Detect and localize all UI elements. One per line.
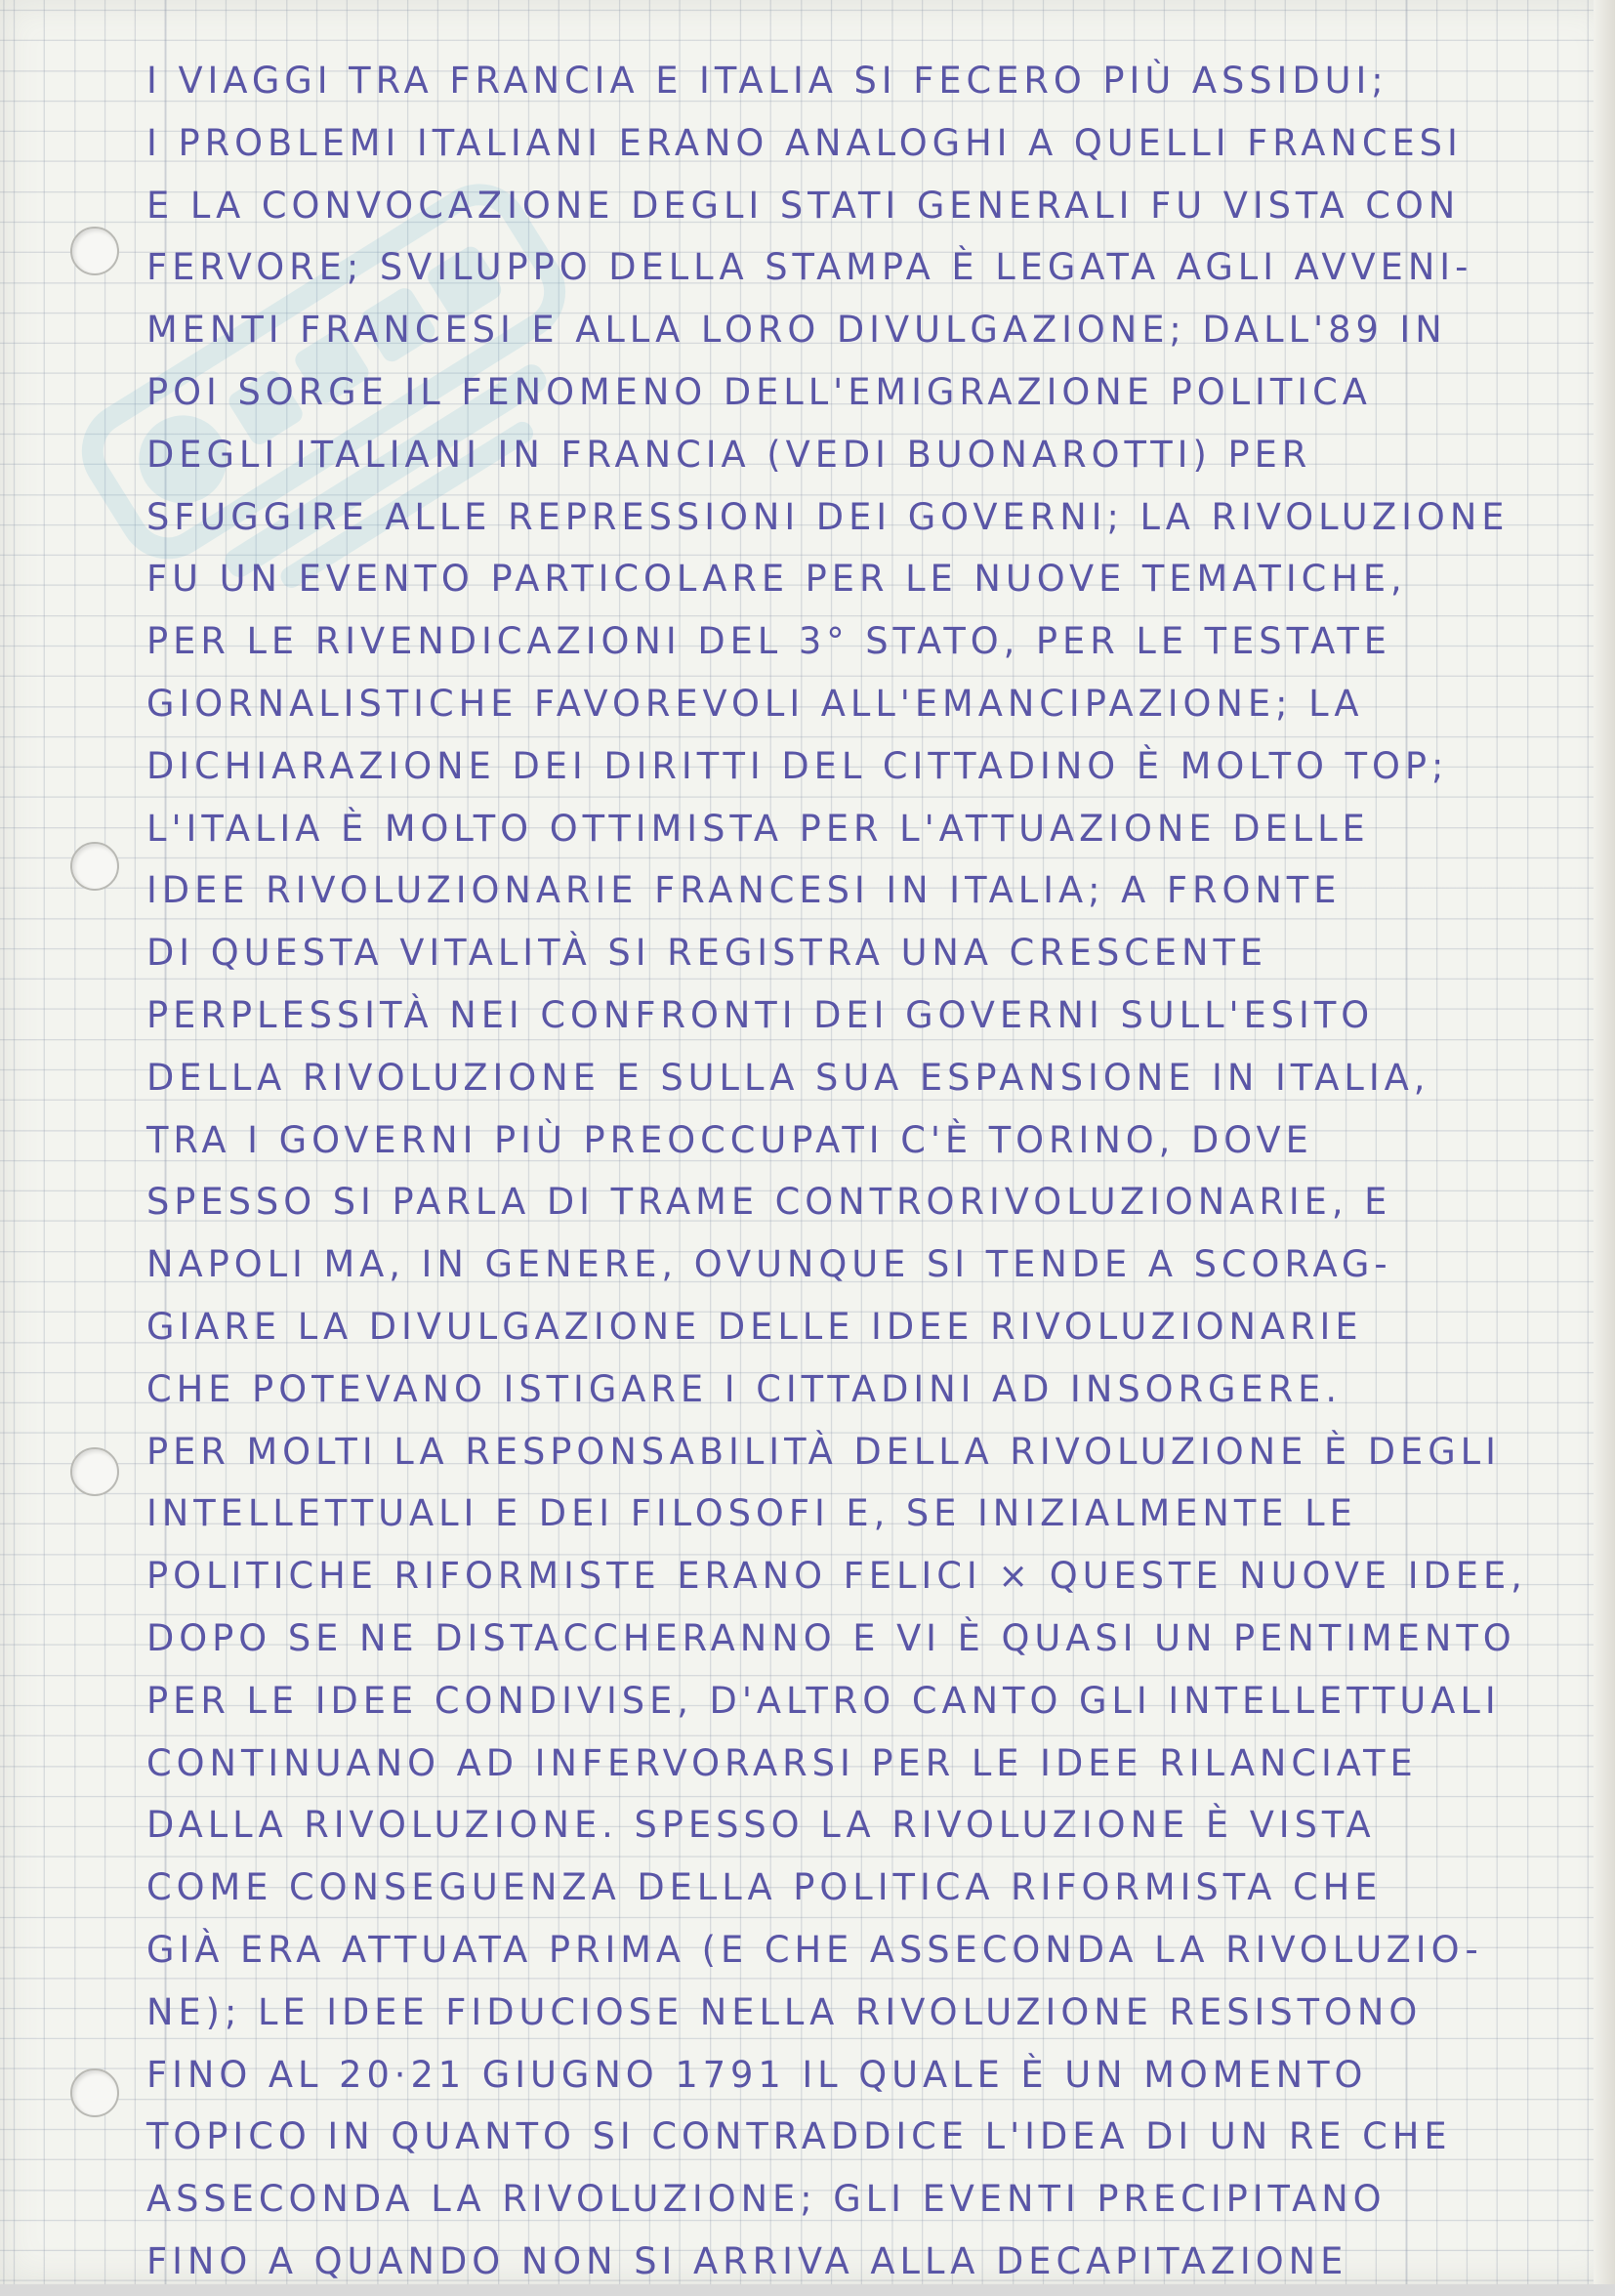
text-line: COME CONSEGUENZA DELLA POLITICA RIFORMISTA CHE <box>146 1866 1383 1909</box>
punch-hole <box>70 1447 119 1496</box>
text-line: DELLA RIVOLUZIONE E SULLA SUA ESPANSIONE IN ITALIA, <box>146 1056 1430 1099</box>
text-line: FU UN EVENTO PARTICOLARE PER LE NUOVE TEMATICHE, <box>146 558 1407 601</box>
text-line: IDEE RIVOLUZIONARIE FRANCESI IN ITALIA; A FRONTE <box>146 869 1342 912</box>
punch-hole <box>70 842 119 891</box>
text-line: NE); LE IDEE FIDUCIOSE NELLA RIVOLUZIONE RESISTONO <box>146 1990 1423 2033</box>
handwritten-notes <box>146 53 1592 2296</box>
text-line: ASSECONDA LA RIVOLUZIONE; GLI EVENTI PRECIPITANO <box>146 2178 1387 2221</box>
text-line: GIARE LA DIVULGAZIONE DELLE IDEE RIVOLUZIONARIE <box>146 1305 1363 1348</box>
text-line: GIÀ ERA ATTUATA PRIMA (E CHE ASSECONDA LA RIVOLUZIO- <box>146 1928 1483 1971</box>
text-line: PERPLESSITÀ NEI CONFRONTI DEI GOVERNI SULL'ESITO <box>146 993 1375 1036</box>
text-line: SFUGGIRE ALLE REPRESSIONI DEI GOVERNI; LA RIVOLUZIONE <box>146 495 1510 538</box>
text-line: FERVORE; SVILUPPO DELLA STAMPA È LEGATA AGLI AVVENI- <box>146 246 1473 289</box>
text-line: TRA I GOVERNI PIÙ PREOCCUPATI C'È TORINO, DOVE <box>146 1118 1313 1161</box>
text-line: I VIAGGI TRA FRANCIA E ITALIA SI FECERO PIÙ ASSIDUI; <box>146 60 1388 102</box>
text-line: DICHIARAZIONE DEI DIRITTI DEL CITTADINO È MOLTO TOP; <box>146 744 1449 787</box>
text-line: PER MOLTI LA RESPONSABILITÀ DELLA RIVOLUZIONE È DEGLI <box>146 1430 1501 1473</box>
text-line: POLITICHE RIFORMISTE ERANO FELICI × QUESTE NUOVE IDEE, <box>146 1555 1527 1598</box>
text-line: DEGLI ITALIANI IN FRANCIA (VEDI BUONAROTTI) PER <box>146 433 1312 476</box>
text-line: CONTINUANO AD INFERVORARSI PER LE IDEE RILANCIATE <box>146 1741 1418 1784</box>
text-line: L'ITALIA È MOLTO OTTIMISTA PER L'ATTUAZIONE DELLE <box>146 807 1370 850</box>
text-line: DALLA RIVOLUZIONE. SPESSO LA RIVOLUZIONE È VISTA <box>146 1804 1376 1847</box>
text-line: PER LE RIVENDICAZIONI DEL 3° STATO, PER LE TESTATE <box>146 620 1391 663</box>
text-line: E LA CONVOCAZIONE DEGLI STATI GENERALI FU VISTA CON <box>146 184 1461 227</box>
text-line: FINO A QUANDO NON SI ARRIVA ALLA DECAPITAZIONE <box>146 2239 1348 2282</box>
text-line: CHE POTEVANO ISTIGARE I CITTADINI AD INSORGERE. <box>146 1367 1342 1410</box>
text-line: DOPO SE NE DISTACCHERANNO E VI È QUASI UN PENTIMENTO <box>146 1616 1516 1659</box>
text-line: NAPOLI MA, IN GENERE, OVUNQUE SI TENDE A SCORAG- <box>146 1243 1392 1286</box>
text-line: SPESSO SI PARLA DI TRAME CONTRORIVOLUZIONARIE, E <box>146 1181 1392 1224</box>
text-line: TOPICO IN QUANTO SI CONTRADDICE L'IDEA DI UN RE CHE <box>146 2115 1452 2158</box>
text-line: I PROBLEMI ITALIANI ERANO ANALOGHI A QUELLI FRANCESI <box>146 121 1463 164</box>
text-line: POI SORGE IL FENOMENO DELL'EMIGRAZIONE POLITICA <box>146 370 1372 413</box>
punch-hole <box>70 2068 119 2117</box>
text-line: MENTI FRANCESI E ALLA LORO DIVULGAZIONE; DALL'89 IN <box>146 309 1447 352</box>
text-line: INTELLETTUALI E DEI FILOSOFI E, SE INIZIALMENTE LE <box>146 1492 1357 1535</box>
page-edge <box>1594 0 1615 2284</box>
text-line: FINO AL 20·21 GIUGNO 1791 IL QUALE È UN MOMENTO <box>146 2053 1368 2096</box>
punch-hole <box>70 227 119 275</box>
text-line: PER LE IDEE CONDIVISE, D'ALTRO CANTO GLI INTELLETTUALI <box>146 1679 1501 1722</box>
text-line: DI QUESTA VITALITÀ SI REGISTRA UNA CRESCENTE <box>146 932 1268 975</box>
text-line: GIORNALISTICHE FAVOREVOLI ALL'EMANCIPAZIONE; LA <box>146 682 1364 725</box>
